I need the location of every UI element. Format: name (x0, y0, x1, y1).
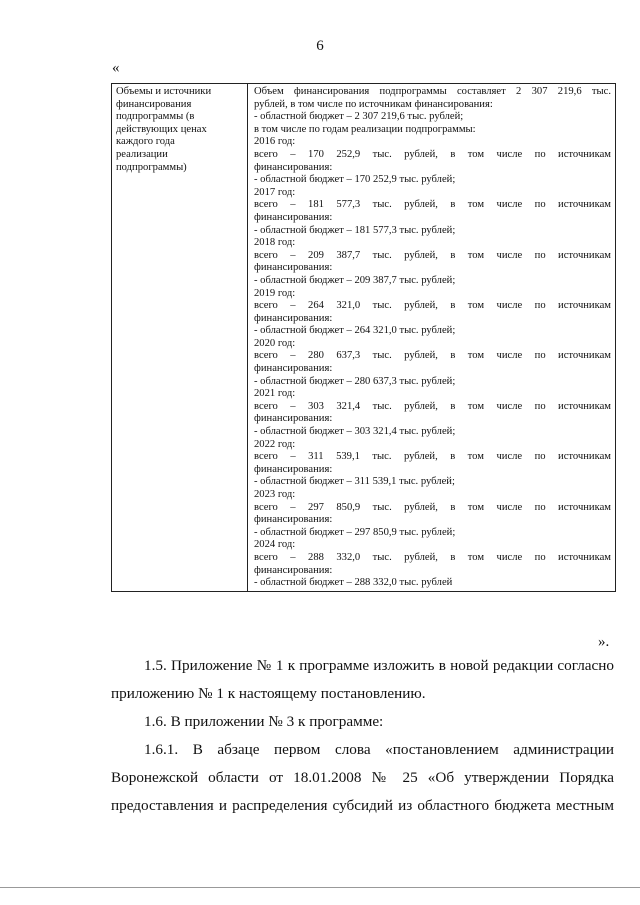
year-financing-line: финансирования: (254, 161, 333, 173)
year-budget-line: - областной бюджет – 311 539,1 тыс. рублей; (254, 476, 455, 488)
label-line: действующих ценах (116, 123, 207, 135)
paragraph-1-6 (111, 708, 614, 736)
paragraph-line: приложению № 1 к настоящему постановлению. (111, 685, 426, 702)
year-financing-line: финансирования: (254, 262, 333, 274)
year-financing-line: финансирования: (254, 312, 333, 324)
year-budget-line: - областной бюджет – 280 637,3 тыс. рублей; (254, 375, 456, 387)
year-heading: 2018 год: (254, 237, 296, 249)
paragraph-line: 1.5. Приложение № 1 к программе изложить в новой редакции согласно (144, 657, 614, 674)
closing-quote-mark: ». (598, 634, 610, 650)
funding-total-line: Объем финансирования подпрограммы составляет 2 307 219,6 тыс. (254, 86, 611, 97)
year-total-line: всего – 181 577,3 тыс. рублей, в том числе по источникам (254, 199, 611, 211)
year-budget-line: - областной бюджет – 288 332,0 тыс. рублей (254, 577, 453, 589)
label-line: реализации (116, 148, 168, 160)
year-heading: 2016 год: (254, 136, 296, 148)
footer-rule (0, 887, 640, 888)
table-row (112, 84, 616, 592)
year-heading: 2019 год: (254, 287, 296, 299)
paragraph-1-5 (111, 652, 614, 708)
year-financing-line: финансирования: (254, 514, 333, 526)
table-content-cell (248, 84, 616, 592)
year-budget-line: - областной бюджет – 297 850,9 тыс. рублей; (254, 526, 456, 538)
page-number: 6 (316, 38, 324, 54)
opening-quote-mark: « (112, 60, 120, 76)
year-total-line: всего – 280 637,3 тыс. рублей, в том числе по источникам (254, 350, 611, 362)
year-heading: 2023 год: (254, 489, 296, 500)
year-heading: 2022 год: (254, 438, 296, 450)
year-budget-line: - областной бюджет – 264 321,0 тыс. рублей; (254, 325, 456, 337)
label-line: финансирования (116, 98, 192, 110)
year-total-line: всего – 264 321,0 тыс. рублей, в том числе по источникам (254, 300, 611, 312)
year-heading: 2017 год: (254, 186, 296, 198)
paragraph-1-6-1 (111, 736, 614, 820)
year-total-line: всего – 297 850,9 тыс. рублей, в том числе по источникам (254, 501, 611, 513)
year-heading: 2024 год: (254, 539, 296, 551)
year-total-line: всего – 311 539,1 тыс. рублей, в том числе по источникам (254, 451, 611, 463)
year-financing-line: финансирования: (254, 363, 333, 375)
funding-budget-line: - областной бюджет – 2 307 219,6 тыс. рублей; (254, 111, 464, 123)
year-budget-line: - областной бюджет – 303 321,4 тыс. рублей; (254, 426, 456, 438)
year-total-line: всего – 209 387,7 тыс. рублей, в том числе по источникам (254, 249, 611, 261)
year-total-line: всего – 288 332,0 тыс. рублей, в том числе по источникам (254, 551, 611, 563)
paragraph-line: 1.6. В приложении № 3 к программе: (144, 713, 384, 730)
paragraph-line: Воронежской области от 18.01.2008 № 25 «Об утверждении Порядка (111, 769, 614, 786)
label-line: подпрограммы) (116, 161, 187, 173)
year-total-line: всего – 170 252,9 тыс. рублей, в том числе по источникам (254, 148, 611, 160)
year-total-line: всего – 303 321,4 тыс. рублей, в том числе по источникам (254, 400, 611, 412)
funding-years-line: в том числе по годам реализации подпрограммы: (254, 123, 476, 135)
label-line: каждого года (116, 136, 175, 148)
year-heading: 2021 год: (254, 388, 296, 400)
table-label-cell (112, 84, 248, 592)
year-financing-line: финансирования: (254, 564, 333, 576)
year-heading: 2020 год: (254, 337, 296, 349)
label-line: подпрограммы (в (116, 111, 195, 123)
funding-sources-line: рублей, в том числе по источникам финансирования: (254, 98, 493, 110)
year-budget-line: - областной бюджет – 209 387,7 тыс. рублей; (254, 274, 456, 286)
paragraph-line: 1.6.1. В абзаце первом слова «постановлением администрации (144, 741, 614, 758)
year-budget-line: - областной бюджет – 170 252,9 тыс. рублей; (254, 174, 456, 186)
financing-table (111, 83, 616, 592)
paragraph-line: предоставления и распределения субсидий из областного бюджета местным (111, 797, 614, 814)
year-budget-line: - областной бюджет – 181 577,3 тыс. рублей; (254, 224, 456, 236)
year-financing-line: финансирования: (254, 211, 333, 223)
year-financing-line: финансирования: (254, 463, 333, 475)
label-line: Объемы и источники (116, 86, 212, 97)
year-financing-line: финансирования: (254, 413, 333, 425)
